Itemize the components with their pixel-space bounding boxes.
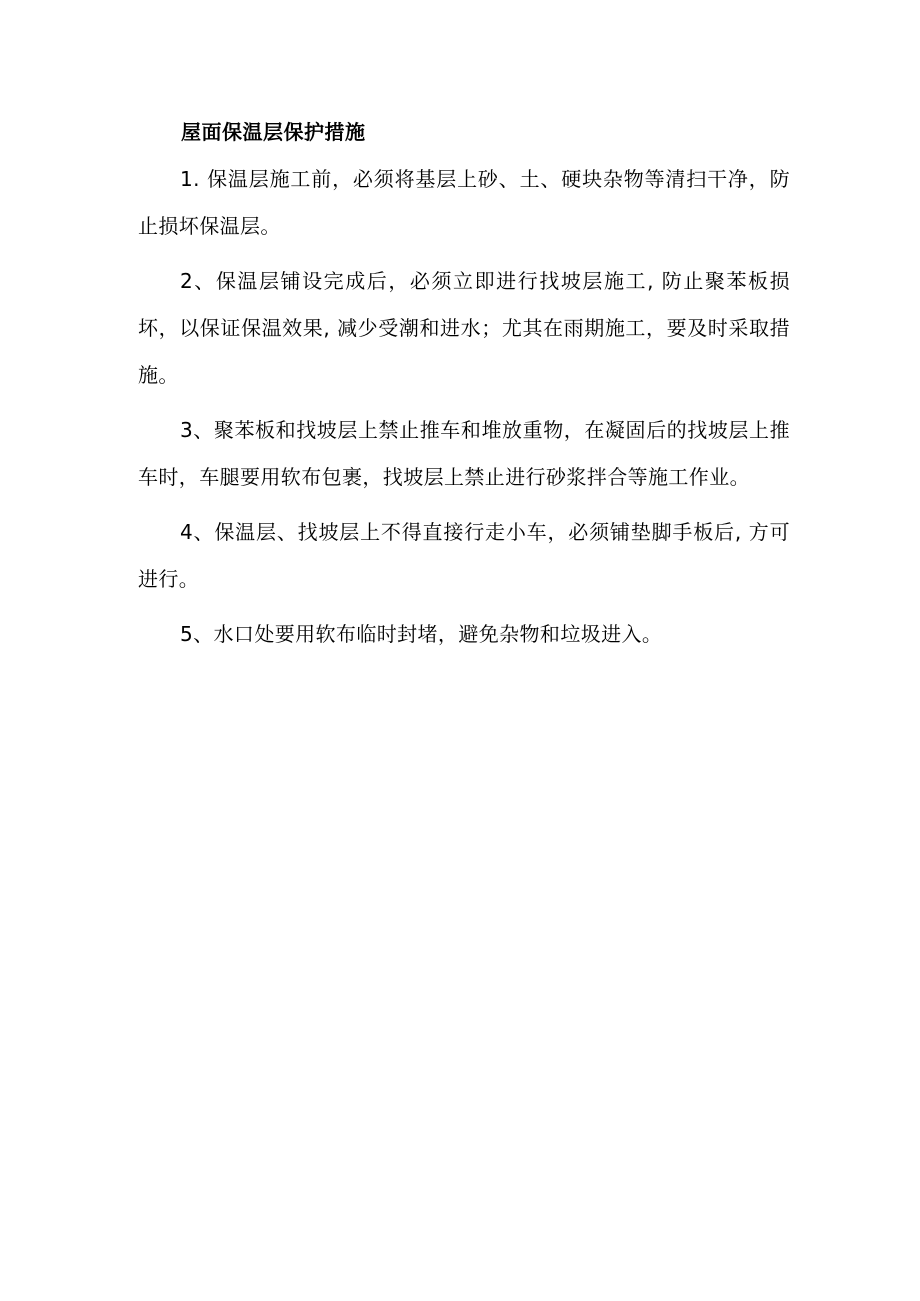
document-page bbox=[138, 112, 790, 658]
paragraph-3: 3、聚苯板和找坡层上禁止推车和堆放重物，在凝固后的找坡层上推车时，车腿要用软布包裹，找坡层上禁止进行砂浆拌合等施工作业。 bbox=[138, 418, 790, 489]
paragraph-4: 4、保温层、找坡层上不得直接行走小车，必须铺垫脚手板后, 方可进行。 bbox=[138, 520, 790, 591]
paragraph-2: 2、保温层铺设完成后，必须立即进行找坡层施工, 防止聚苯板损坏，以保证保温效果, 减少受潮和进水；尤其在雨期施工，要及时采取措施。 bbox=[138, 269, 790, 387]
paragraph-1: 1. 保温层施工前，必须将基层上砂、土、硬块杂物等清扫干净，防止损坏保温层。 bbox=[138, 167, 790, 238]
paragraph-5: 5、水口处要用软布临时封堵，避免杂物和垃圾进入。 bbox=[180, 622, 663, 646]
document-title: 屋面保温层保护措施 bbox=[181, 120, 366, 144]
